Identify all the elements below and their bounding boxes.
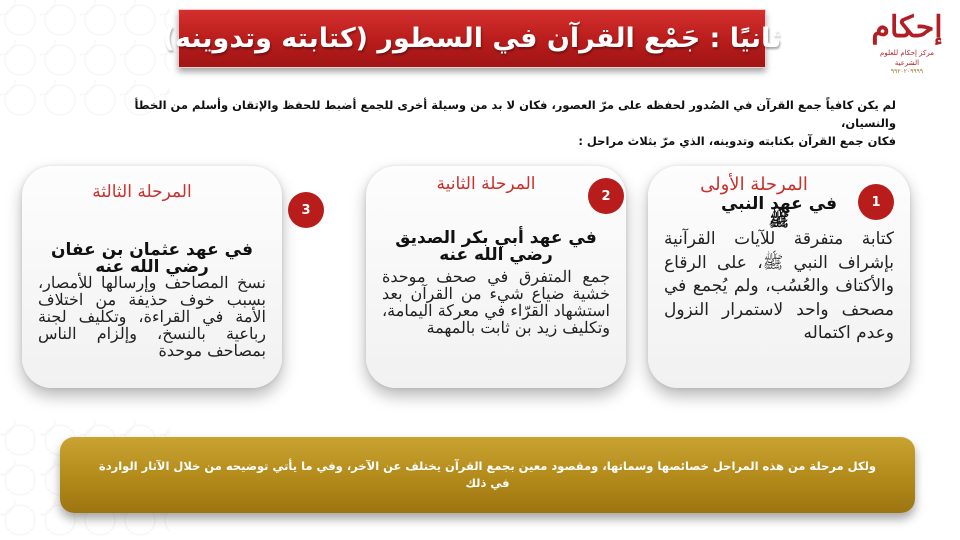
footer-note-box — [60, 437, 915, 513]
stage-1-description: كتابة متفرقة للآيات القرآنية بإشراف النبي ﷺ، على الرقاع والأكتاف والعُسُب، ولم يُجمع في مصحف واحد لاستمرار النزول وعدم اكتماله — [664, 229, 894, 343]
logo-mark: إحكام — [871, 10, 943, 45]
page-title: ثانيًا : جَمْع القرآن في السطور (كتابته وتدوينه) — [162, 23, 782, 54]
stage-3-heading: المرحلة الثالثة — [92, 182, 192, 202]
stage-card-3 — [22, 166, 311, 388]
stage-2-era: في عهد أبي بكر الصديق رضي الله عنه — [395, 228, 597, 265]
stage-card-2 — [366, 166, 626, 388]
stage-3-description: نسخ المصاحف وإرسالها للأمصار، بسبب خوف حذيفة من اختلاف الأمة في القراءة، وتكليف لجنة رباعية بالنسخ، وإلزام الناس بمصاحف موحدة — [38, 273, 266, 360]
stage-3-era: في عهد عثمان بن عفان رضي الله عنه — [51, 240, 253, 277]
logo — [868, 8, 946, 76]
stage-1-era: في عهد النبي ﷺ — [720, 194, 838, 231]
logo-tagline: ٩٩٢٠٢٠٩٩٩٩ — [890, 68, 924, 75]
stage-card-1 — [648, 166, 910, 388]
title-banner — [162, 9, 782, 68]
footer-note: ولكل مرحلة من هذه المراحل خصائصها وسماتها، ومقصود معين بجمع القرآن يختلف عن الآخر، وفي ما يأتي توضيحه من خلال الآثار الواردة في ذلك — [98, 459, 877, 490]
stage-2-heading: المرحلة الثانية — [436, 174, 536, 194]
intro-line-1: لم يكن كافياً جمع القرآن في الصُدور لحفظه على مرّ العصور، فكان لا بد من وسيلة أخرى للجمع أضبط للحفظ والإتقان وأسلم من الخطأ والنسيان، — [134, 98, 896, 130]
stage-3-number-badge: 3 — [288, 192, 324, 228]
intro-line-2: فكان جمع القرآن بكتابته وتدوينه، الذي مرّ بثلاث مراحل : — [578, 134, 896, 148]
logo-subtitle: مركز إحكام للعلوم الشرعية — [880, 49, 934, 67]
stage-1-heading: المرحلة الأولى — [700, 174, 808, 195]
intro-text — [96, 96, 896, 150]
stage-2-number-badge: 2 — [588, 178, 624, 214]
stage-2-description: جمع المتفرق في صحف موحدة خشية ضياع شيء من القرآن بعد استشهاد القرّاء في معركة اليمامة، وتكليف زيد بن ثابت بالمهمة — [382, 267, 610, 337]
stage-1-number-badge: 1 — [858, 184, 894, 220]
